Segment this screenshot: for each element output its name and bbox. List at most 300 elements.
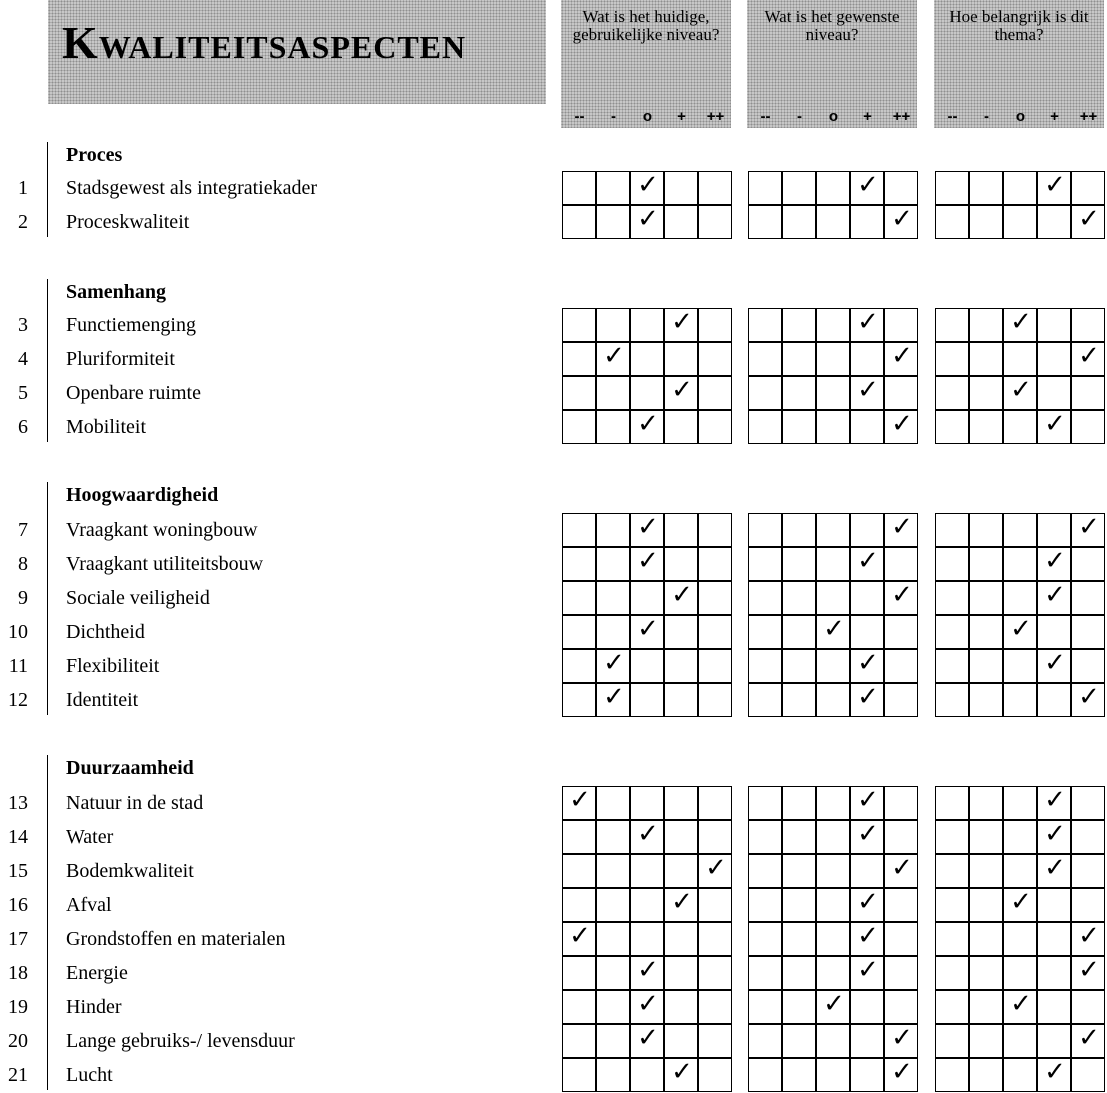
check-mark-icon: ✓ (1044, 1057, 1066, 1087)
rating-checkbox[interactable] (935, 1058, 969, 1092)
rating-checkbox[interactable] (969, 649, 1003, 683)
rating-checkbox[interactable] (562, 990, 596, 1024)
rating-checkbox[interactable] (782, 786, 816, 820)
rating-checkbox[interactable] (664, 683, 698, 717)
rating-checkbox[interactable] (1003, 649, 1037, 683)
rating-checkbox[interactable] (1071, 888, 1105, 922)
rating-checkbox[interactable] (630, 683, 664, 717)
rating-checkbox[interactable] (884, 956, 918, 990)
rating-checkbox[interactable] (969, 581, 1003, 615)
rating-checkbox[interactable] (969, 513, 1003, 547)
rating-checkbox[interactable] (698, 820, 732, 854)
rating-checkbox[interactable] (816, 547, 850, 581)
check-mark-icon: ✓ (857, 819, 879, 849)
rating-checkbox[interactable] (884, 171, 918, 205)
rating-checkbox[interactable] (884, 990, 918, 1024)
rating-checkbox[interactable] (630, 649, 664, 683)
rating-checkbox[interactable] (664, 513, 698, 547)
rating-checkbox[interactable] (562, 649, 596, 683)
check-mark-icon: ✓ (1010, 989, 1032, 1019)
check-mark-icon: ✓ (1078, 682, 1100, 712)
rating-checkbox[interactable] (782, 854, 816, 888)
rating-checkbox[interactable] (816, 171, 850, 205)
rating-checkbox[interactable] (596, 581, 630, 615)
scale-label: - (611, 108, 616, 125)
section-heading: Hoogwaardigheid (66, 484, 219, 506)
rating-checkbox[interactable] (935, 308, 969, 342)
rating-checkbox[interactable] (935, 581, 969, 615)
column-question: Wat is het gewenste niveau? (764, 7, 900, 44)
rating-checkbox[interactable] (816, 820, 850, 854)
rating-checkbox[interactable] (1071, 615, 1105, 649)
check-mark-icon: ✓ (857, 682, 879, 712)
rating-checkbox[interactable] (935, 990, 969, 1024)
rating-checkbox[interactable] (596, 410, 630, 444)
rating-checkbox[interactable] (664, 547, 698, 581)
rating-checkbox[interactable] (596, 922, 630, 956)
rating-checkbox[interactable] (664, 649, 698, 683)
rating-checkbox[interactable] (748, 205, 782, 239)
rating-checkbox[interactable] (698, 205, 732, 239)
rating-checkbox[interactable] (630, 581, 664, 615)
rating-checkbox[interactable] (630, 342, 664, 376)
check-mark-icon: ✓ (857, 921, 879, 951)
check-mark-icon: ✓ (1044, 853, 1066, 883)
row-label: Bodemkwaliteit (66, 860, 194, 882)
rating-checkbox[interactable] (562, 171, 596, 205)
rating-checkbox[interactable] (1071, 410, 1105, 444)
row-number: 6 (18, 416, 28, 438)
check-mark-icon: ✓ (1078, 1023, 1100, 1053)
rating-checkbox[interactable] (698, 683, 732, 717)
rating-checkbox[interactable] (748, 956, 782, 990)
rating-checkbox[interactable] (884, 786, 918, 820)
rating-checkbox[interactable] (884, 308, 918, 342)
rating-checkbox[interactable] (748, 1058, 782, 1092)
row-number: 1 (18, 177, 28, 199)
rating-checkbox[interactable] (816, 956, 850, 990)
rating-checkbox[interactable] (935, 649, 969, 683)
rating-checkbox[interactable] (562, 205, 596, 239)
rating-checkbox[interactable] (664, 820, 698, 854)
rating-checkbox[interactable] (698, 342, 732, 376)
rating-checkbox[interactable] (969, 786, 1003, 820)
page-title: Kwaliteitsaspecten (62, 17, 467, 68)
rating-checkbox[interactable] (935, 683, 969, 717)
rating-checkbox[interactable] (596, 854, 630, 888)
rating-checkbox[interactable] (850, 342, 884, 376)
rating-checkbox[interactable] (596, 820, 630, 854)
rating-checkbox[interactable] (884, 649, 918, 683)
rating-checkbox[interactable] (1037, 922, 1071, 956)
rating-checkbox[interactable] (748, 171, 782, 205)
rating-checkbox[interactable] (782, 581, 816, 615)
scale-labels (747, 108, 917, 126)
rating-checkbox[interactable] (935, 171, 969, 205)
rating-checkbox[interactable] (1003, 922, 1037, 956)
rating-checkbox[interactable] (850, 581, 884, 615)
rating-checkbox[interactable] (884, 888, 918, 922)
scale-label: -- (574, 108, 585, 125)
rating-checkbox[interactable] (816, 922, 850, 956)
rating-checkbox[interactable] (935, 922, 969, 956)
rating-checkbox[interactable] (748, 581, 782, 615)
rating-checkbox[interactable] (816, 1024, 850, 1058)
rating-checkbox[interactable] (1071, 854, 1105, 888)
rating-checkbox[interactable] (816, 410, 850, 444)
rating-checkbox[interactable] (748, 1024, 782, 1058)
rating-checkbox[interactable] (1071, 786, 1105, 820)
check-mark-icon: ✓ (637, 170, 659, 200)
rating-checkbox[interactable] (1037, 956, 1071, 990)
rating-checkbox[interactable] (630, 308, 664, 342)
rating-checkbox[interactable] (782, 513, 816, 547)
rating-checkbox[interactable] (698, 956, 732, 990)
rating-checkbox[interactable] (698, 922, 732, 956)
scale-label: + (863, 108, 872, 125)
rating-checkbox[interactable] (935, 376, 969, 410)
rating-checkbox[interactable] (748, 547, 782, 581)
rating-checkbox[interactable] (748, 820, 782, 854)
rating-checkbox[interactable] (1003, 171, 1037, 205)
rating-checkbox[interactable] (1037, 513, 1071, 547)
scale-label: -- (760, 108, 771, 125)
rating-checkbox[interactable] (816, 581, 850, 615)
rating-checkbox[interactable] (969, 615, 1003, 649)
rating-checkbox[interactable] (1071, 547, 1105, 581)
rating-checkbox[interactable] (630, 854, 664, 888)
rating-checkbox[interactable] (1037, 342, 1071, 376)
rating-checkbox[interactable] (935, 410, 969, 444)
rating-checkbox[interactable] (596, 1024, 630, 1058)
rating-checkbox[interactable] (748, 990, 782, 1024)
rating-checkbox[interactable] (664, 786, 698, 820)
rating-checkbox[interactable] (850, 513, 884, 547)
row-label: Grondstoffen en materialen (66, 928, 286, 950)
rating-checkbox[interactable] (782, 956, 816, 990)
rating-checkbox[interactable] (664, 615, 698, 649)
check-mark-icon: ✓ (671, 307, 693, 337)
rating-checkbox[interactable] (562, 820, 596, 854)
rating-checkbox[interactable] (630, 888, 664, 922)
check-mark-icon: ✓ (857, 887, 879, 917)
row-number: 7 (18, 519, 28, 541)
rating-checkbox[interactable] (698, 410, 732, 444)
rating-checkbox[interactable] (782, 615, 816, 649)
rating-checkbox[interactable] (1003, 547, 1037, 581)
rating-checkbox[interactable] (884, 376, 918, 410)
check-mark-icon: ✓ (671, 1057, 693, 1087)
rating-checkbox[interactable] (969, 922, 1003, 956)
rating-checkbox[interactable] (1071, 1058, 1105, 1092)
rating-checkbox[interactable] (816, 376, 850, 410)
rating-checkbox[interactable] (850, 990, 884, 1024)
rating-checkbox[interactable] (816, 854, 850, 888)
rating-checkbox[interactable] (562, 1024, 596, 1058)
rating-checkbox[interactable] (782, 171, 816, 205)
rating-checkbox[interactable] (698, 171, 732, 205)
rating-checkbox[interactable] (596, 205, 630, 239)
rating-checkbox[interactable] (782, 990, 816, 1024)
rating-checkbox[interactable] (562, 342, 596, 376)
rating-checkbox[interactable] (969, 547, 1003, 581)
rating-checkbox[interactable] (935, 1024, 969, 1058)
rating-checkbox[interactable] (630, 1058, 664, 1092)
rating-checkbox[interactable] (850, 1058, 884, 1092)
rating-checkbox[interactable] (748, 376, 782, 410)
rating-checkbox[interactable] (1003, 1058, 1037, 1092)
rating-checkbox[interactable] (748, 649, 782, 683)
rating-checkbox[interactable] (969, 956, 1003, 990)
rating-checkbox[interactable] (850, 615, 884, 649)
rating-checkbox[interactable] (698, 1024, 732, 1058)
rating-checkbox[interactable] (562, 1058, 596, 1092)
rating-checkbox[interactable] (698, 376, 732, 410)
rating-checkbox[interactable] (1037, 376, 1071, 410)
rating-checkbox[interactable] (596, 308, 630, 342)
rating-checkbox[interactable] (664, 922, 698, 956)
rating-checkbox[interactable] (1037, 205, 1071, 239)
rating-checkbox[interactable] (969, 990, 1003, 1024)
rating-checkbox[interactable] (562, 854, 596, 888)
rating-checkbox[interactable] (562, 376, 596, 410)
rating-checkbox[interactable] (664, 1024, 698, 1058)
row-number: 21 (8, 1064, 28, 1086)
rating-checkbox[interactable] (748, 410, 782, 444)
section-heading: Samenhang (66, 281, 167, 303)
rating-checkbox[interactable] (596, 990, 630, 1024)
rating-checkbox[interactable] (664, 410, 698, 444)
rating-checkbox[interactable] (935, 615, 969, 649)
check-mark-icon: ✓ (1078, 204, 1100, 234)
rating-checkbox[interactable] (969, 308, 1003, 342)
rating-checkbox[interactable] (748, 308, 782, 342)
rating-checkbox[interactable] (596, 786, 630, 820)
check-mark-icon: ✓ (1010, 375, 1032, 405)
rating-checkbox[interactable] (935, 956, 969, 990)
rating-checkbox[interactable] (698, 581, 732, 615)
rating-checkbox[interactable] (698, 888, 732, 922)
rating-checkbox[interactable] (969, 1058, 1003, 1092)
rating-checkbox[interactable] (698, 990, 732, 1024)
rating-checkbox[interactable] (1003, 581, 1037, 615)
rating-checkbox[interactable] (935, 205, 969, 239)
rating-checkbox[interactable] (816, 786, 850, 820)
rating-checkbox[interactable] (1003, 513, 1037, 547)
rating-checkbox[interactable] (782, 547, 816, 581)
scale-label: + (677, 108, 686, 125)
rating-checkbox[interactable] (969, 376, 1003, 410)
rating-checkbox[interactable] (782, 410, 816, 444)
rating-checkbox[interactable] (596, 376, 630, 410)
rating-checkbox[interactable] (562, 683, 596, 717)
rating-checkbox[interactable] (1071, 308, 1105, 342)
rating-checkbox[interactable] (596, 888, 630, 922)
check-mark-icon: ✓ (671, 580, 693, 610)
rating-checkbox[interactable] (935, 547, 969, 581)
rating-checkbox[interactable] (1003, 683, 1037, 717)
rating-checkbox[interactable] (1003, 956, 1037, 990)
rating-checkbox[interactable] (935, 513, 969, 547)
column-question: Hoe belangrijk is dit thema? (949, 7, 1089, 44)
row-number: 14 (8, 826, 28, 848)
rating-checkbox[interactable] (816, 649, 850, 683)
rating-checkbox[interactable] (816, 513, 850, 547)
rating-checkbox[interactable] (850, 410, 884, 444)
rating-checkbox[interactable] (850, 1024, 884, 1058)
rating-checkbox[interactable] (816, 888, 850, 922)
rating-checkbox[interactable] (1003, 854, 1037, 888)
rating-checkbox[interactable] (748, 342, 782, 376)
check-mark-icon: ✓ (569, 921, 591, 951)
rating-checkbox[interactable] (596, 1058, 630, 1092)
rating-checkbox[interactable] (698, 308, 732, 342)
rating-checkbox[interactable] (1071, 990, 1105, 1024)
rating-checkbox[interactable] (562, 888, 596, 922)
rating-checkbox[interactable] (782, 1024, 816, 1058)
rating-checkbox[interactable] (664, 956, 698, 990)
rating-checkbox[interactable] (782, 888, 816, 922)
rating-checkbox[interactable] (782, 205, 816, 239)
rating-checkbox[interactable] (816, 205, 850, 239)
check-mark-icon: ✓ (705, 853, 727, 883)
rating-checkbox[interactable] (935, 854, 969, 888)
rating-checkbox[interactable] (935, 786, 969, 820)
check-mark-icon: ✓ (637, 204, 659, 234)
rating-checkbox[interactable] (748, 513, 782, 547)
rating-checkbox[interactable] (969, 820, 1003, 854)
rating-checkbox[interactable] (1003, 205, 1037, 239)
rating-checkbox[interactable] (850, 205, 884, 239)
rating-checkbox[interactable] (1037, 308, 1071, 342)
rating-checkbox[interactable] (1003, 820, 1037, 854)
rating-checkbox[interactable] (562, 308, 596, 342)
rating-checkbox[interactable] (698, 547, 732, 581)
rating-checkbox[interactable] (596, 956, 630, 990)
rating-checkbox[interactable] (969, 171, 1003, 205)
rating-checkbox[interactable] (698, 649, 732, 683)
check-mark-icon: ✓ (891, 341, 913, 371)
rating-checkbox[interactable] (1003, 410, 1037, 444)
rating-checkbox[interactable] (596, 171, 630, 205)
column-question: Wat is het huidige, gebruikelijke niveau? (572, 7, 720, 44)
rating-checkbox[interactable] (562, 547, 596, 581)
rating-checkbox[interactable] (816, 683, 850, 717)
rating-checkbox[interactable] (969, 1024, 1003, 1058)
rating-checkbox[interactable] (969, 410, 1003, 444)
row-number: 18 (8, 962, 28, 984)
rating-checkbox[interactable] (1003, 342, 1037, 376)
rating-checkbox[interactable] (562, 581, 596, 615)
rating-checkbox[interactable] (1071, 820, 1105, 854)
rating-checkbox[interactable] (664, 854, 698, 888)
rating-checkbox[interactable] (969, 854, 1003, 888)
rating-checkbox[interactable] (816, 1058, 850, 1092)
rating-checkbox[interactable] (782, 376, 816, 410)
rating-checkbox[interactable] (698, 786, 732, 820)
rating-checkbox[interactable] (698, 615, 732, 649)
rating-checkbox[interactable] (664, 205, 698, 239)
rating-checkbox[interactable] (748, 786, 782, 820)
rating-checkbox[interactable] (782, 922, 816, 956)
rating-checkbox[interactable] (562, 410, 596, 444)
rating-checkbox[interactable] (630, 376, 664, 410)
rating-checkbox[interactable] (1071, 376, 1105, 410)
rating-checkbox[interactable] (1037, 1024, 1071, 1058)
rating-checkbox[interactable] (935, 820, 969, 854)
rating-checkbox[interactable] (664, 171, 698, 205)
rating-checkbox[interactable] (596, 615, 630, 649)
column-header-2 (747, 0, 917, 128)
rating-checkbox[interactable] (1071, 649, 1105, 683)
rating-checkbox[interactable] (969, 888, 1003, 922)
rating-checkbox[interactable] (969, 683, 1003, 717)
rating-checkbox[interactable] (1037, 683, 1071, 717)
check-mark-icon: ✓ (637, 546, 659, 576)
row-label: Lucht (66, 1064, 113, 1086)
rating-checkbox[interactable] (969, 342, 1003, 376)
rating-checkbox[interactable] (1071, 581, 1105, 615)
rating-checkbox[interactable] (1003, 1024, 1037, 1058)
rating-checkbox[interactable] (884, 922, 918, 956)
rating-checkbox[interactable] (596, 547, 630, 581)
rating-checkbox[interactable] (562, 513, 596, 547)
row-label: Functiemenging (66, 314, 196, 336)
rating-checkbox[interactable] (630, 786, 664, 820)
rating-checkbox[interactable] (698, 1058, 732, 1092)
rating-checkbox[interactable] (935, 888, 969, 922)
rating-checkbox[interactable] (664, 990, 698, 1024)
rating-checkbox[interactable] (1071, 171, 1105, 205)
rating-checkbox[interactable] (816, 342, 850, 376)
rating-checkbox[interactable] (1037, 615, 1071, 649)
rating-checkbox[interactable] (748, 888, 782, 922)
rating-checkbox[interactable] (748, 683, 782, 717)
rating-checkbox[interactable] (969, 205, 1003, 239)
rating-checkbox[interactable] (884, 615, 918, 649)
row-label: Pluriformiteit (66, 348, 175, 370)
rating-checkbox[interactable] (935, 342, 969, 376)
rating-checkbox[interactable] (816, 308, 850, 342)
check-mark-icon: ✓ (1010, 614, 1032, 644)
rating-checkbox[interactable] (748, 615, 782, 649)
rating-checkbox[interactable] (782, 308, 816, 342)
rating-checkbox[interactable] (782, 820, 816, 854)
rating-checkbox[interactable] (884, 820, 918, 854)
rating-checkbox[interactable] (748, 854, 782, 888)
rating-checkbox[interactable] (884, 547, 918, 581)
rating-checkbox[interactable] (884, 683, 918, 717)
rating-checkbox[interactable] (596, 513, 630, 547)
rating-checkbox[interactable] (664, 342, 698, 376)
rating-checkbox[interactable] (782, 1058, 816, 1092)
rating-checkbox[interactable] (850, 854, 884, 888)
rating-checkbox[interactable] (698, 513, 732, 547)
row-number: 5 (18, 382, 28, 404)
rating-checkbox[interactable] (1037, 990, 1071, 1024)
check-mark-icon: ✓ (671, 887, 693, 917)
rating-checkbox[interactable] (1037, 888, 1071, 922)
rating-checkbox[interactable] (748, 922, 782, 956)
rating-checkbox[interactable] (562, 956, 596, 990)
rating-checkbox[interactable] (1003, 786, 1037, 820)
rating-checkbox[interactable] (782, 342, 816, 376)
rating-checkbox[interactable] (782, 649, 816, 683)
rating-checkbox[interactable] (562, 615, 596, 649)
rating-checkbox[interactable] (630, 922, 664, 956)
check-mark-icon: ✓ (637, 819, 659, 849)
rating-checkbox[interactable] (782, 683, 816, 717)
